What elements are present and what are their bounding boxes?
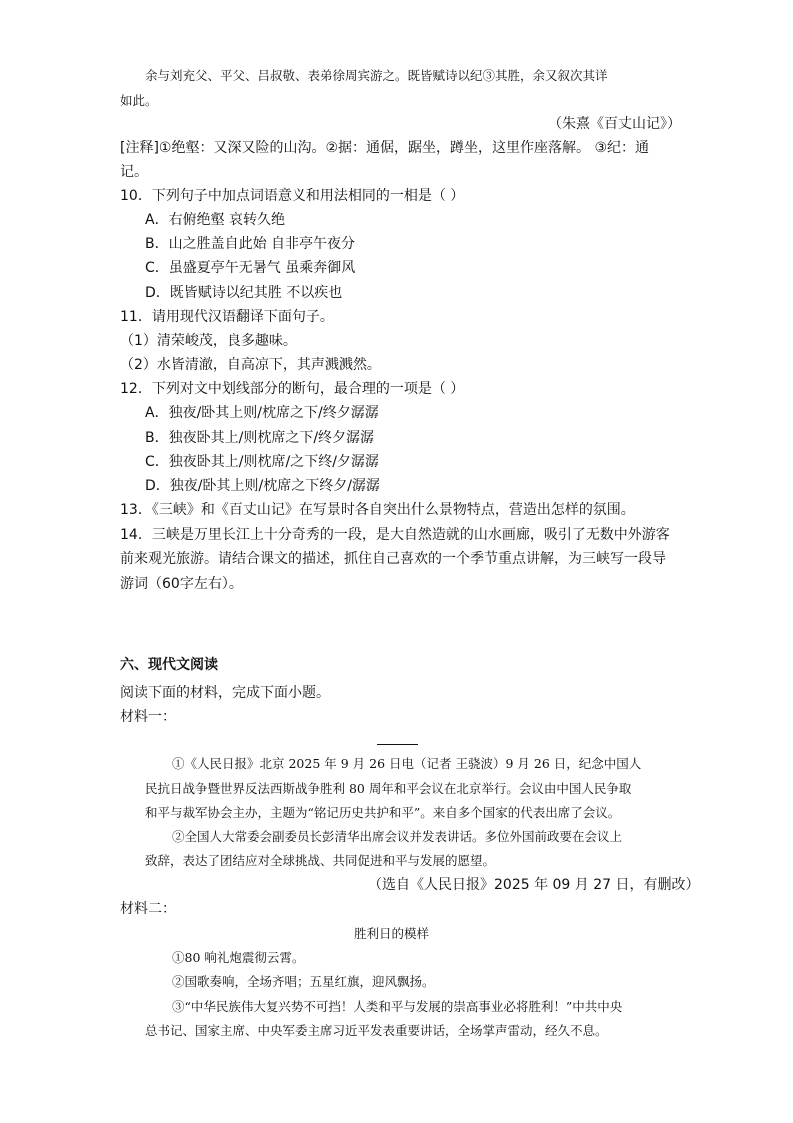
material-1-p2-line-2: 致辞，表达了团结应对全球挑战、共同促进和平与发展的愿望。 xyxy=(145,853,496,868)
question-10-option-c: C．虽盛夏亭午无暑气 虽乘奔御风 xyxy=(145,260,356,276)
passage-source: （朱熹《百丈山记》） xyxy=(548,116,681,132)
question-12-option-b: B．独夜卧其上/则枕席之下/终夕潺潺 xyxy=(145,430,375,446)
question-10-option-b: B．山之胜盖自此始 自非亭午夜分 xyxy=(145,236,356,252)
question-11-item-2: （2）水皆清澈，自高凉下，其声溅溅然。 xyxy=(120,357,381,373)
question-12-stem: 12．下列对文中划线部分的断句，最合理的一项是（ ） xyxy=(120,381,465,397)
material-2-p3-line-1: ③“中华民族伟大复兴势不可挡！人类和平与发展的崇高事业必将胜利！”中共中央 xyxy=(172,999,623,1014)
material-1-p1-line-2: 民抗日战争暨世界反法西斯战争胜利 80 周年和平会议在北京举行。会议由中国人民争取 xyxy=(145,781,632,796)
question-14-line-2: 前来观光旅游。请结合课文的描述，抓住自己喜欢的一个季节重点讲解，为三峡写一段导 xyxy=(120,551,666,567)
annotation-line-2: 记。 xyxy=(120,164,148,180)
material-1-title-rule xyxy=(377,744,418,745)
material-2-p3-line-2: 总书记、国家主席、中央军委主席习近平发表重要讲话，全场掌声雷动，经久不息。 xyxy=(145,1023,608,1038)
question-10-option-a: A．右俯绝壑 哀转久绝 xyxy=(145,212,286,228)
section-6-heading: 六、现代文阅读 xyxy=(120,657,218,673)
question-10-option-d: D．既皆赋诗以纪其胜 不以疾也 xyxy=(145,285,343,301)
material-1-label: 材料一： xyxy=(120,709,176,725)
material-1-p2-line-1: ②全国人大常委会副委员长彭清华出席会议并发表讲话。多位外国前政要在会议上 xyxy=(172,829,623,844)
question-13-stem: 13．《三峡》和《百丈山记》在写景时各自突出什么景物特点，营造出怎样的氛围。 xyxy=(120,502,635,518)
question-14-line-3: 游词（60字左右）。 xyxy=(120,576,243,592)
material-2-p2: ②国歌奏响，全场齐唱；五星红旗，迎风飘扬。 xyxy=(172,974,435,989)
material-1-source: （选自《人民日报》2025 年 09 月 27 日，有删改） xyxy=(368,877,700,893)
question-12-option-c: C．独夜卧其上/则枕席/之下终/夕潺潺 xyxy=(145,454,379,470)
question-14-line-1: 14．三峡是万里长江上十分奇秀的一段，是大自然造就的山水画廊，吸引了无数中外游客 xyxy=(120,527,670,543)
material-2-title: 胜利日的模样 xyxy=(354,926,430,941)
material-2-label: 材料二： xyxy=(120,901,176,917)
section-6-instruction: 阅读下面的材料，完成下面小题。 xyxy=(120,685,330,701)
material-2-p1: ①80 响礼炮震彻云霄。 xyxy=(172,950,305,965)
question-10-stem: 10．下列句子中加点词语意义和用法相同的一相是（ ） xyxy=(120,188,465,204)
question-12-option-a: A．独夜/卧其上则/枕席之下/终夕潺潺 xyxy=(145,405,379,421)
material-1-p1-line-3: 和平与裁军协会主办，主题为“铭记历史共护和平”。来自多个国家的代表出席了会议。 xyxy=(145,805,621,820)
annotation-line-1: [注释]①绝壑：又深又险的山沟。②据：通倨，踞坐，蹲坐，这里作座落解。 ③纪：通 xyxy=(120,140,650,156)
question-12-option-d: D．独夜/卧其上则/枕席之下终夕/潺潺 xyxy=(145,478,380,494)
material-1-p1-line-1: ①《人民日报》北京 2025 年 9 月 26 日电（记者 王骁波）9 月 26 日，纪念中国人 xyxy=(172,756,642,771)
question-11-item-1: （1）清荣峻茂，良多趣味。 xyxy=(120,333,297,349)
question-11-stem: 11．请用现代汉语翻译下面句子。 xyxy=(120,309,334,325)
passage-line-2: 如此。 xyxy=(120,93,158,108)
passage-line-1: 余与刘充父、平父、吕叔敬、表弟徐周宾游之。既皆赋诗以纪③其胜，余又叙次其详 xyxy=(145,68,608,83)
